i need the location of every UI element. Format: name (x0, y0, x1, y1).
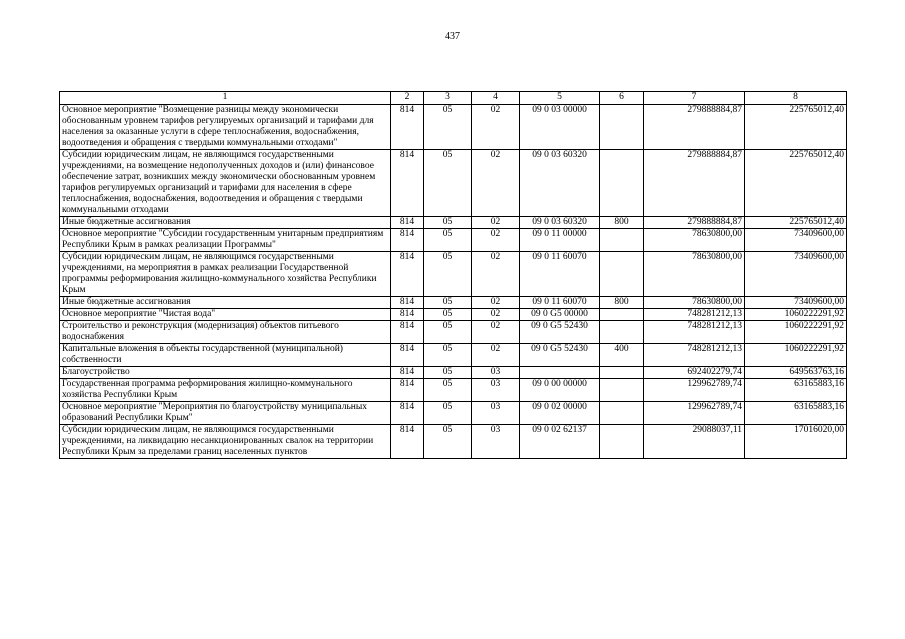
col-header: 2 (391, 92, 424, 105)
col-header: 4 (472, 92, 520, 105)
row-name: Субсидии юридическим лицам, не являющимся государственными учреждениями, на мероприятия в рамках реализации Государственной программы реформирования жилищно-коммунального хозяйства Республики Крым (60, 252, 391, 297)
row-expense-type (600, 367, 644, 379)
row-section-code: 05 (424, 367, 472, 379)
row-section-code: 05 (424, 425, 472, 459)
row-expense-type (600, 252, 644, 297)
row-target-article: 09 0 02 00000 (520, 402, 600, 425)
row-subsection-code: 03 (472, 402, 520, 425)
row-expense-type: 800 (600, 297, 644, 309)
row-name: Капитальные вложения в объекты государственной (муниципальной) собственности (60, 344, 391, 367)
row-amount-7: 78630800,00 (644, 252, 745, 297)
row-target-article: 09 0 G5 52430 (520, 344, 600, 367)
col-header: 3 (424, 92, 472, 105)
row-name: Субсидии юридическим лицам, не являющимся государственными учреждениями, на возмещение недополученных доходов и (или) финансовое обеспечение затрат, возникших между экономически обоснованным уровнем тарифов регулируемых организаций и тарифами для населения в сфере теплоснабжения, водоснабжения, водоотведения и обращения с твердыми коммунальными отходами (60, 150, 391, 217)
row-ministry-code: 814 (391, 425, 424, 459)
row-expense-type: 400 (600, 344, 644, 367)
row-target-article: 09 0 03 00000 (520, 105, 600, 150)
row-amount-7: 748281212,13 (644, 344, 745, 367)
row-name: Благоустройство (60, 367, 391, 379)
row-target-article: 09 0 00 00000 (520, 379, 600, 402)
row-amount-7: 129962789,74 (644, 379, 745, 402)
row-expense-type: 800 (600, 217, 644, 229)
row-ministry-code: 814 (391, 297, 424, 309)
row-expense-type (600, 229, 644, 252)
row-name: Строительство и реконструкция (модернизация) объектов питьевого водоснабжения (60, 321, 391, 344)
row-section-code: 05 (424, 229, 472, 252)
row-amount-8: 1060222291,92 (745, 321, 847, 344)
table-row (60, 217, 847, 229)
table-row (60, 379, 847, 402)
row-ministry-code: 814 (391, 217, 424, 229)
row-target-article: 09 0 11 60070 (520, 297, 600, 309)
col-header: 6 (600, 92, 644, 105)
col-header: 7 (644, 92, 745, 105)
row-amount-7: 748281212,13 (644, 321, 745, 344)
row-section-code: 05 (424, 217, 472, 229)
row-expense-type (600, 150, 644, 217)
row-subsection-code: 02 (472, 252, 520, 297)
row-name: Основное мероприятие "Мероприятия по благоустройству муниципальных образований Республики Крым" (60, 402, 391, 425)
row-subsection-code: 03 (472, 367, 520, 379)
row-amount-7: 279888884,87 (644, 217, 745, 229)
row-expense-type (600, 321, 644, 344)
page-number: 437 (445, 31, 460, 42)
row-amount-8: 17016020,00 (745, 425, 847, 459)
row-name: Субсидии юридическим лицам, не являющимся государственными учреждениями, на ликвидацию несанкционированных свалок на территории Республики Крым за пределами границ населенных пунктов (60, 425, 391, 459)
row-subsection-code: 02 (472, 321, 520, 344)
row-section-code: 05 (424, 252, 472, 297)
row-target-article: 09 0 G5 52430 (520, 321, 600, 344)
row-section-code: 05 (424, 309, 472, 321)
row-ministry-code: 814 (391, 229, 424, 252)
row-expense-type (600, 105, 644, 150)
col-header: 8 (745, 92, 847, 105)
row-ministry-code: 814 (391, 321, 424, 344)
row-name: Основное мероприятие "Субсидии государственным унитарным предприятиям Республики Крым в рамках реализации Программы" (60, 229, 391, 252)
table-row (60, 252, 847, 297)
table-row (60, 321, 847, 344)
row-amount-7: 129962789,74 (644, 402, 745, 425)
row-amount-8: 225765012,40 (745, 217, 847, 229)
row-target-article: 09 0 11 00000 (520, 229, 600, 252)
row-subsection-code: 03 (472, 379, 520, 402)
table-row (60, 297, 847, 309)
table-row (60, 150, 847, 217)
table-row (60, 425, 847, 459)
row-amount-8: 225765012,40 (745, 105, 847, 150)
row-subsection-code: 02 (472, 105, 520, 150)
row-name: Иные бюджетные ассигнования (60, 217, 391, 229)
row-expense-type (600, 379, 644, 402)
row-name: Основное мероприятие "Чистая вода" (60, 309, 391, 321)
col-header: 1 (60, 92, 391, 105)
budget-table (59, 91, 847, 459)
row-ministry-code: 814 (391, 252, 424, 297)
row-subsection-code: 02 (472, 150, 520, 217)
row-target-article: 09 0 03 60320 (520, 150, 600, 217)
table-row (60, 402, 847, 425)
header-row (60, 92, 847, 105)
row-ministry-code: 814 (391, 150, 424, 217)
row-amount-7: 78630800,00 (644, 297, 745, 309)
row-name: Основное мероприятие "Возмещение разницы между экономически обоснованным уровнем тарифов регулируемых организаций и тарифами для населения за оказанные услуги в сфере теплоснабжения, водоснабжения, водоотведения и обращения с твердыми коммунальными отходами" (60, 105, 391, 150)
table-row (60, 105, 847, 150)
row-target-article (520, 367, 600, 379)
row-expense-type (600, 425, 644, 459)
row-section-code: 05 (424, 297, 472, 309)
row-amount-7: 78630800,00 (644, 229, 745, 252)
table-row (60, 367, 847, 379)
row-amount-8: 1060222291,92 (745, 309, 847, 321)
row-amount-8: 225765012,40 (745, 150, 847, 217)
table-row (60, 229, 847, 252)
row-target-article: 09 0 03 60320 (520, 217, 600, 229)
row-name: Иные бюджетные ассигнования (60, 297, 391, 309)
row-ministry-code: 814 (391, 344, 424, 367)
row-section-code: 05 (424, 150, 472, 217)
row-target-article: 09 0 02 62137 (520, 425, 600, 459)
row-amount-7: 29088037,11 (644, 425, 745, 459)
row-section-code: 05 (424, 379, 472, 402)
row-section-code: 05 (424, 105, 472, 150)
row-amount-8: 73409600,00 (745, 297, 847, 309)
row-amount-8: 1060222291,92 (745, 344, 847, 367)
row-subsection-code: 02 (472, 309, 520, 321)
row-amount-8: 73409600,00 (745, 252, 847, 297)
row-subsection-code: 03 (472, 425, 520, 459)
row-ministry-code: 814 (391, 379, 424, 402)
row-amount-7: 748281212,13 (644, 309, 745, 321)
row-name: Государственная программа реформирования жилищно-коммунального хозяйства Республики Крым (60, 379, 391, 402)
row-amount-7: 279888884,87 (644, 105, 745, 150)
row-amount-8: 73409600,00 (745, 229, 847, 252)
row-amount-8: 63165883,16 (745, 402, 847, 425)
row-section-code: 05 (424, 321, 472, 344)
row-amount-7: 279888884,87 (644, 150, 745, 217)
row-ministry-code: 814 (391, 309, 424, 321)
row-subsection-code: 02 (472, 217, 520, 229)
col-header: 5 (520, 92, 600, 105)
row-section-code: 05 (424, 402, 472, 425)
row-subsection-code: 02 (472, 229, 520, 252)
row-expense-type (600, 309, 644, 321)
row-section-code: 05 (424, 344, 472, 367)
row-target-article: 09 0 11 60070 (520, 252, 600, 297)
row-amount-8: 649563763,16 (745, 367, 847, 379)
row-target-article: 09 0 G5 00000 (520, 309, 600, 321)
table-row (60, 344, 847, 367)
row-ministry-code: 814 (391, 105, 424, 150)
row-amount-8: 63165883,16 (745, 379, 847, 402)
row-expense-type (600, 402, 644, 425)
row-subsection-code: 02 (472, 344, 520, 367)
row-amount-7: 692402279,74 (644, 367, 745, 379)
row-ministry-code: 814 (391, 367, 424, 379)
table-row (60, 309, 847, 321)
row-ministry-code: 814 (391, 402, 424, 425)
row-subsection-code: 02 (472, 297, 520, 309)
